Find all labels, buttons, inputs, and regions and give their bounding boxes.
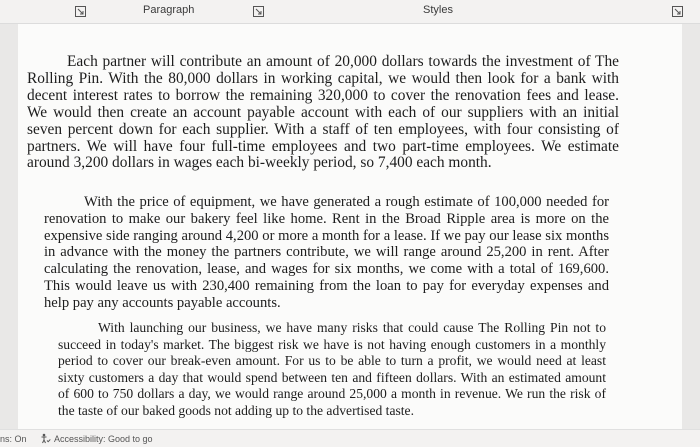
document-page[interactable] [18, 24, 682, 429]
status-bar [0, 429, 700, 447]
track-changes-status[interactable]: ns: On [0, 434, 27, 444]
accessibility-status[interactable] [40, 433, 153, 444]
styles-dialog-launcher-icon[interactable] [672, 6, 683, 17]
accessibility-label: Accessibility: Good to go [54, 433, 153, 444]
paragraph-group-label: Paragraph [143, 4, 195, 16]
document-paragraph[interactable]: With the price of equipment, we have generated a rough estimate of 100,000 needed for renovation to make our bakery feel like home. Rent in the Broad Ripple area is more on the expensive side ranging around 4,200 or more a month for a lease. If we pay our lease six months in advance with the money the partners contribute, we will range around 25,200 in rent. After calculating the renovation, lease, and wages for six months, we come with a total of 169,600. This would leave us with 230,400 remaining from the loan to pay for everyday expenses and help pay any accounts payable accounts. [44, 194, 609, 311]
ribbon-group-labels [0, 0, 700, 24]
dialog-launcher-icon[interactable] [75, 6, 86, 17]
paragraph-dialog-launcher-icon[interactable] [253, 6, 264, 17]
document-paragraph[interactable]: Each partner will contribute an amount of 20,000 dollars towards the investment of The Rolling Pin. With the 80,000 dollars in working capital, we would then look for a bank with decent interest rates to borrow the remaining 320,000 to cover the renovation fees and lease. We would then create an account payable account with each of our suppliers with an initial seven percent down for each supplier. With a staff of ten employees, with four consisting of partners. We will have four full-time employees and two part-time employees. We estimate around 3,200 dollars in wages each bi-weekly period, so 7,400 each month. [27, 53, 619, 172]
document-paragraph[interactable]: With launching our business, we have many risks that could cause The Rolling Pin not to succeed in today's market. The biggest risk we have is not having enough customers in a monthly period to cover our break-even amount. For us to be able to turn a profit, we would need at least sixty customers a day that would spend between ten and fifteen dollars. With an estimated amount of 600 to 750 dollars a day, we would range around 25,000 a month in revenue. We run the risk of the taste of our baked goods not adding up to the advertised taste. [58, 320, 606, 418]
accessibility-person-icon [40, 433, 51, 444]
styles-group-label: Styles [423, 4, 453, 16]
